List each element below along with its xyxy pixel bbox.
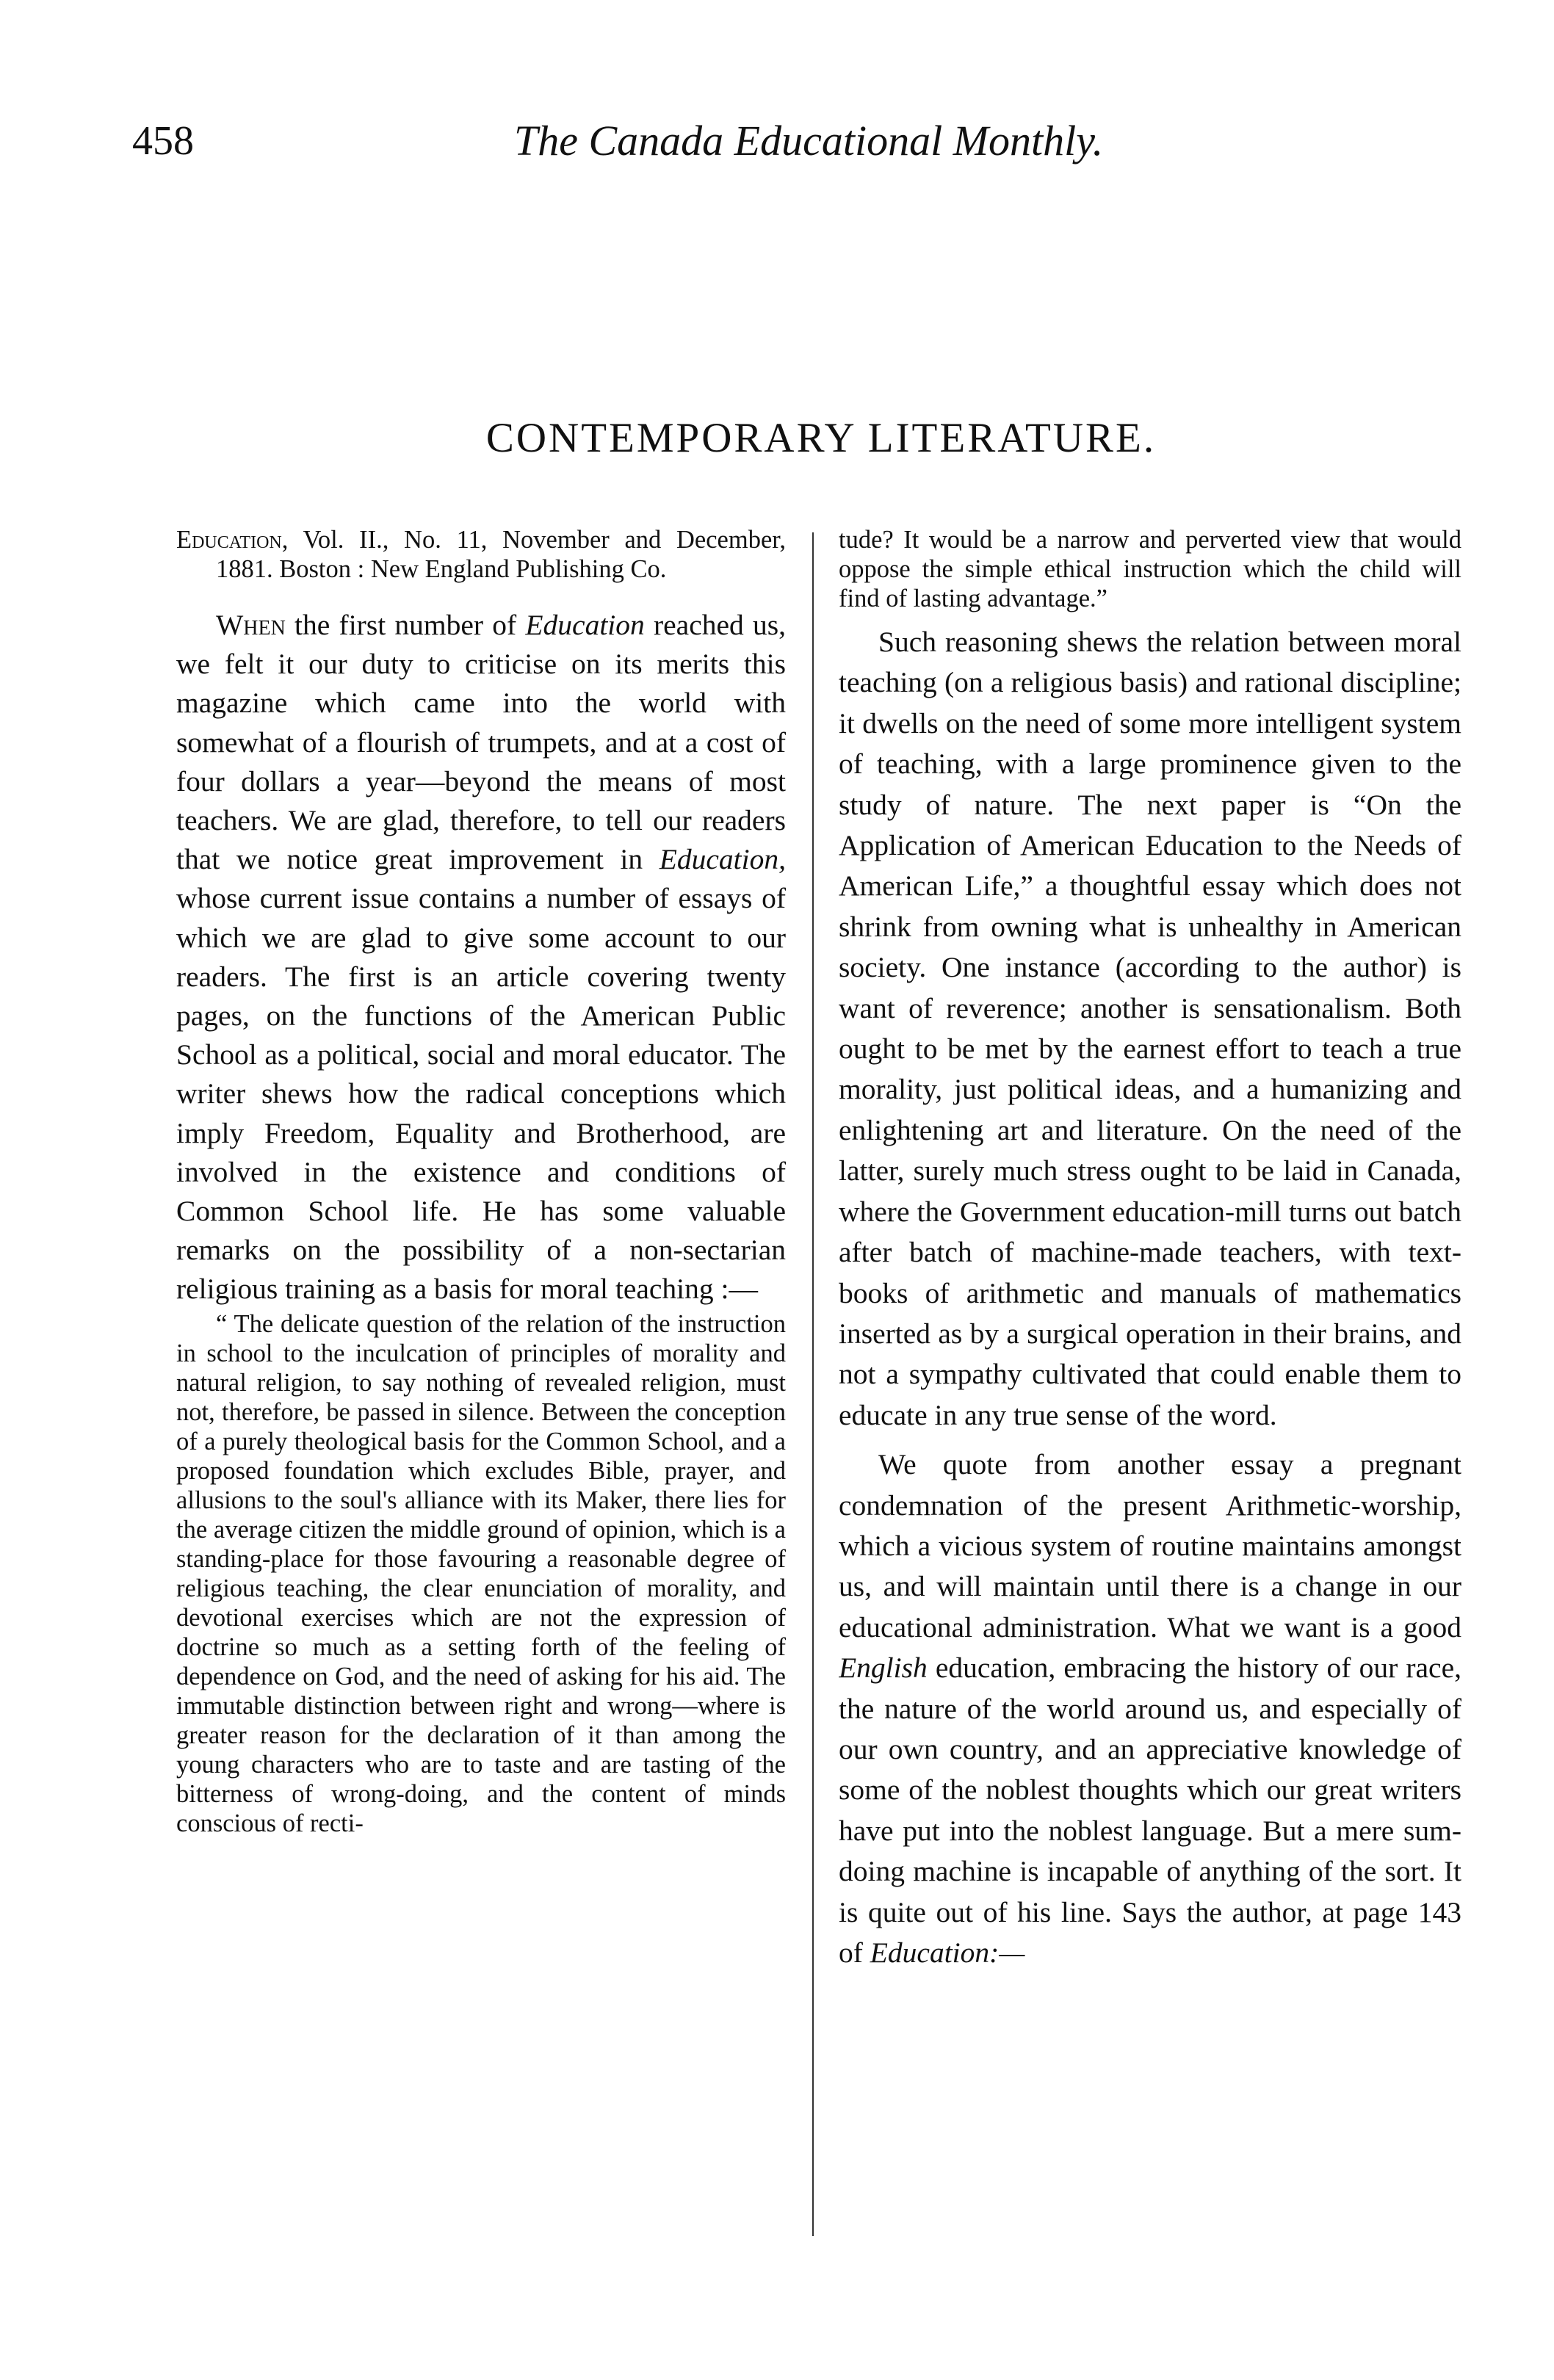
italic-word: English xyxy=(839,1652,928,1685)
italic-title: Education, xyxy=(659,843,786,876)
paragraph-text: the first number of xyxy=(285,609,526,641)
review-paragraph-1 xyxy=(176,606,786,1309)
block-quote: “ The delicate question of the relation of the instruction in school to the inculcation of principles of morality and natural religion, to say nothing of revealed religion, must not, therefore, be passed in silence. Between the conception of a purely theological basis for the Common School, and a proposed foundation which excludes Bible, prayer, and allusions to the soul's alliance with its Maker, there lies for the average citizen the middle ground of opinion, which is a standing-place for those favouring a reasonable degree of religious teaching, the clear enunciation of morality, and devotional exercises which are not the expression of doctrine so much as a setting forth of the feeling of dependence on God, and the need of asking for his aid. The immutable distinction between right and wrong—where is greater reason for the declaration of it than among the young characters who are to taste and are tasting of the bitterness of wrong-doing, and the content of minds conscious of recti- xyxy=(176,1309,786,1837)
page-number: 458 xyxy=(132,118,194,164)
paragraph-text: reached us, we felt it our duty to criticise on its merits this magazine which came into the world with somewhat of a flourish of trumpets, and at a cost of four dollars a year—beyond the means of most teachers. We are glad, therefore, to tell our readers that we notice great improvement in xyxy=(176,609,786,876)
italic-title: Education:— xyxy=(870,1936,1025,1969)
review-paragraph-3 xyxy=(839,1444,1461,1973)
review-paragraph-2: Such reasoning shews the relation between moral teaching (on a religious basis) and rational discipline; it dwells on the need of some more intelligent system of teaching, with a large prominence given to the study of nature. The next paper is “On the Application of American Education to the Needs of American Life,” a thoughtful essay which does not shrink from owning what is unhealthy in American society. One instance (according to the author) is want of reverence; another is sensationalism. Both ought to be met by the earnest effort to teach a true morality, just political ideas, and a humanizing and enlightening art and literature. On the need of the latter, surely much stress ought to be laid in Canada, where the Government education-mill turns out batch after batch of machine-made teachers, with text-books of arithmetic and manuals of mathematics inserted as by a surgical operation in their brains, and not a sympathy cultivated that could enable them to educate in any true sense of the word. xyxy=(839,626,1461,1431)
paragraph-text: whose current issue contains a number of essays of which we are glad to give some account to our readers. The first is an article covering twenty pages, on the functions of the American Public School as a political, social and moral educator. The writer shews how the radical conceptions which imply Freedom, Equality and Brotherhood, are involved in the existence and conditions of Common School life. He has some valuable remarks on the possibility of a non-sectarian religious training as a basis for moral teaching :— xyxy=(176,882,786,1306)
italic-title: Education xyxy=(525,609,645,641)
paragraph-text: education, embracing the history of our race, the nature of the world around us, and especially of our own country, and an appreciative knowledge of some of the noblest thoughts which our great writers have put into the noblest language. But a mere sum-doing machine is incapable of anything of the sort. It is quite out of his line. Says the author, at page 143 of xyxy=(839,1652,1461,1969)
section-heading: CONTEMPORARY LITERATURE. xyxy=(485,415,1157,461)
right-column xyxy=(839,525,1461,2265)
paragraph-lead-word: When xyxy=(216,609,286,641)
left-column xyxy=(176,525,786,2265)
journal-name: Education xyxy=(176,526,282,554)
running-title: The Canada Educational Monthly. xyxy=(514,117,1104,164)
paragraph-text: We quote from another essay a pregnant condemnation of the present Arithmetic-worship, which a vicious system of routine maintains amongst us, and will maintain until there is a change in our educational administration. What we want is a good xyxy=(839,1448,1461,1643)
block-quote-continued: tude? It would be a narrow and perverted view that would oppose the simple ethical instruction which the child will find of lasting advantage.” xyxy=(839,526,1461,612)
citation-details: , Vol. II., No. 11, November and December, 1881. Boston : New England Publishing Co. xyxy=(216,526,786,583)
review-citation xyxy=(176,525,786,584)
column-divider xyxy=(812,532,814,2236)
